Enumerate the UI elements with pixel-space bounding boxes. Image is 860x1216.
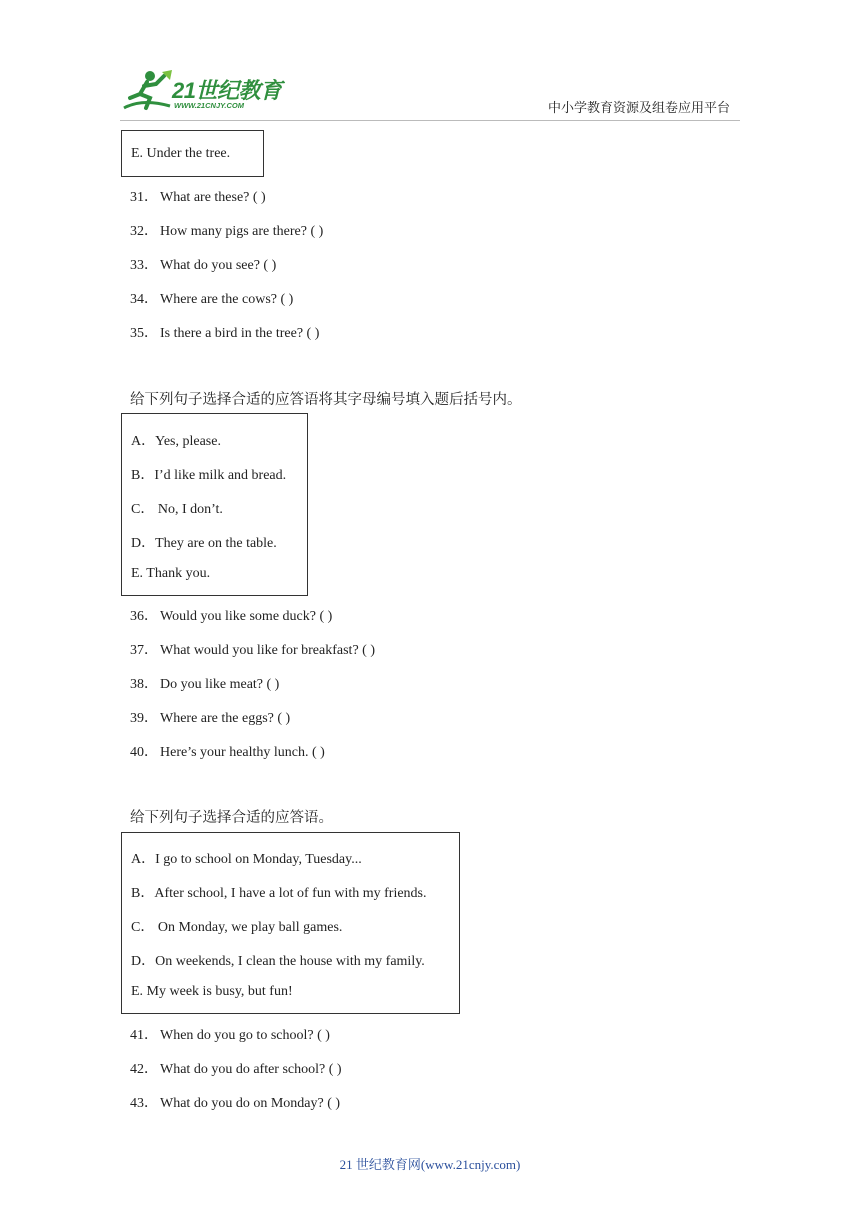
logo-url: WWW.21CNJY.COM	[174, 101, 245, 110]
question-37: 37． What would you like for breakfast? ( )	[130, 643, 375, 658]
logo-text: 21世纪教育	[172, 78, 282, 103]
runner-logo-icon	[120, 68, 176, 116]
question-42: 42． What do you do after school? ( )	[130, 1062, 342, 1077]
header-divider	[120, 120, 740, 121]
question-40: 40． Here’s your healthy lunch. ( )	[130, 745, 325, 760]
site-logo	[120, 68, 290, 116]
question-34: 34． Where are the cows? ( )	[130, 292, 294, 307]
option-d: D．On weekends, I clean the house with my family.	[131, 954, 425, 969]
question-41: 41． When do you go to school? ( )	[130, 1028, 330, 1043]
instruction-3: 给下列句子选择合适的应答语。	[130, 810, 333, 826]
instruction-2: 给下列句子选择合适的应答语将其字母编号填入题后括号内。	[130, 392, 522, 408]
platform-name: 中小学教育资源及组卷应用平台	[547, 100, 730, 115]
footer-link[interactable]: 21 世纪教育网(www.21cnjy.com)	[339, 1157, 521, 1172]
question-33: 33． What do you see? ( )	[130, 258, 277, 273]
question-36: 36． Would you like some duck? ( )	[130, 609, 333, 624]
option-a: A．Yes, please.	[131, 434, 221, 449]
option-b: B．After school, I have a lot of fun with my friends.	[131, 886, 427, 901]
question-35: 35． Is there a bird in the tree? ( )	[130, 326, 320, 341]
options-box-2	[121, 413, 308, 596]
question-31: 31． What are these? ( )	[130, 190, 266, 205]
options-box-3	[121, 832, 460, 1014]
option-d: D．They are on the table.	[131, 536, 277, 551]
question-43: 43． What do you do on Monday? ( )	[130, 1096, 341, 1111]
option-b: B．I’d like milk and bread.	[131, 468, 287, 483]
options-box-1	[121, 130, 264, 177]
option-e: E. My week is busy, but fun!	[131, 984, 293, 999]
option-a: A．I go to school on Monday, Tuesday...	[131, 852, 362, 867]
question-39: 39． Where are the eggs? ( )	[130, 711, 291, 726]
option-c: C． On Monday, we play ball games.	[131, 920, 343, 935]
question-38: 38． Do you like meat? ( )	[130, 677, 280, 692]
option-c: C． No, I don’t.	[131, 502, 223, 517]
option-e: E. Thank you.	[131, 566, 211, 581]
question-32: 32． How many pigs are there? ( )	[130, 224, 324, 239]
option-e: E. Under the tree.	[131, 146, 231, 161]
